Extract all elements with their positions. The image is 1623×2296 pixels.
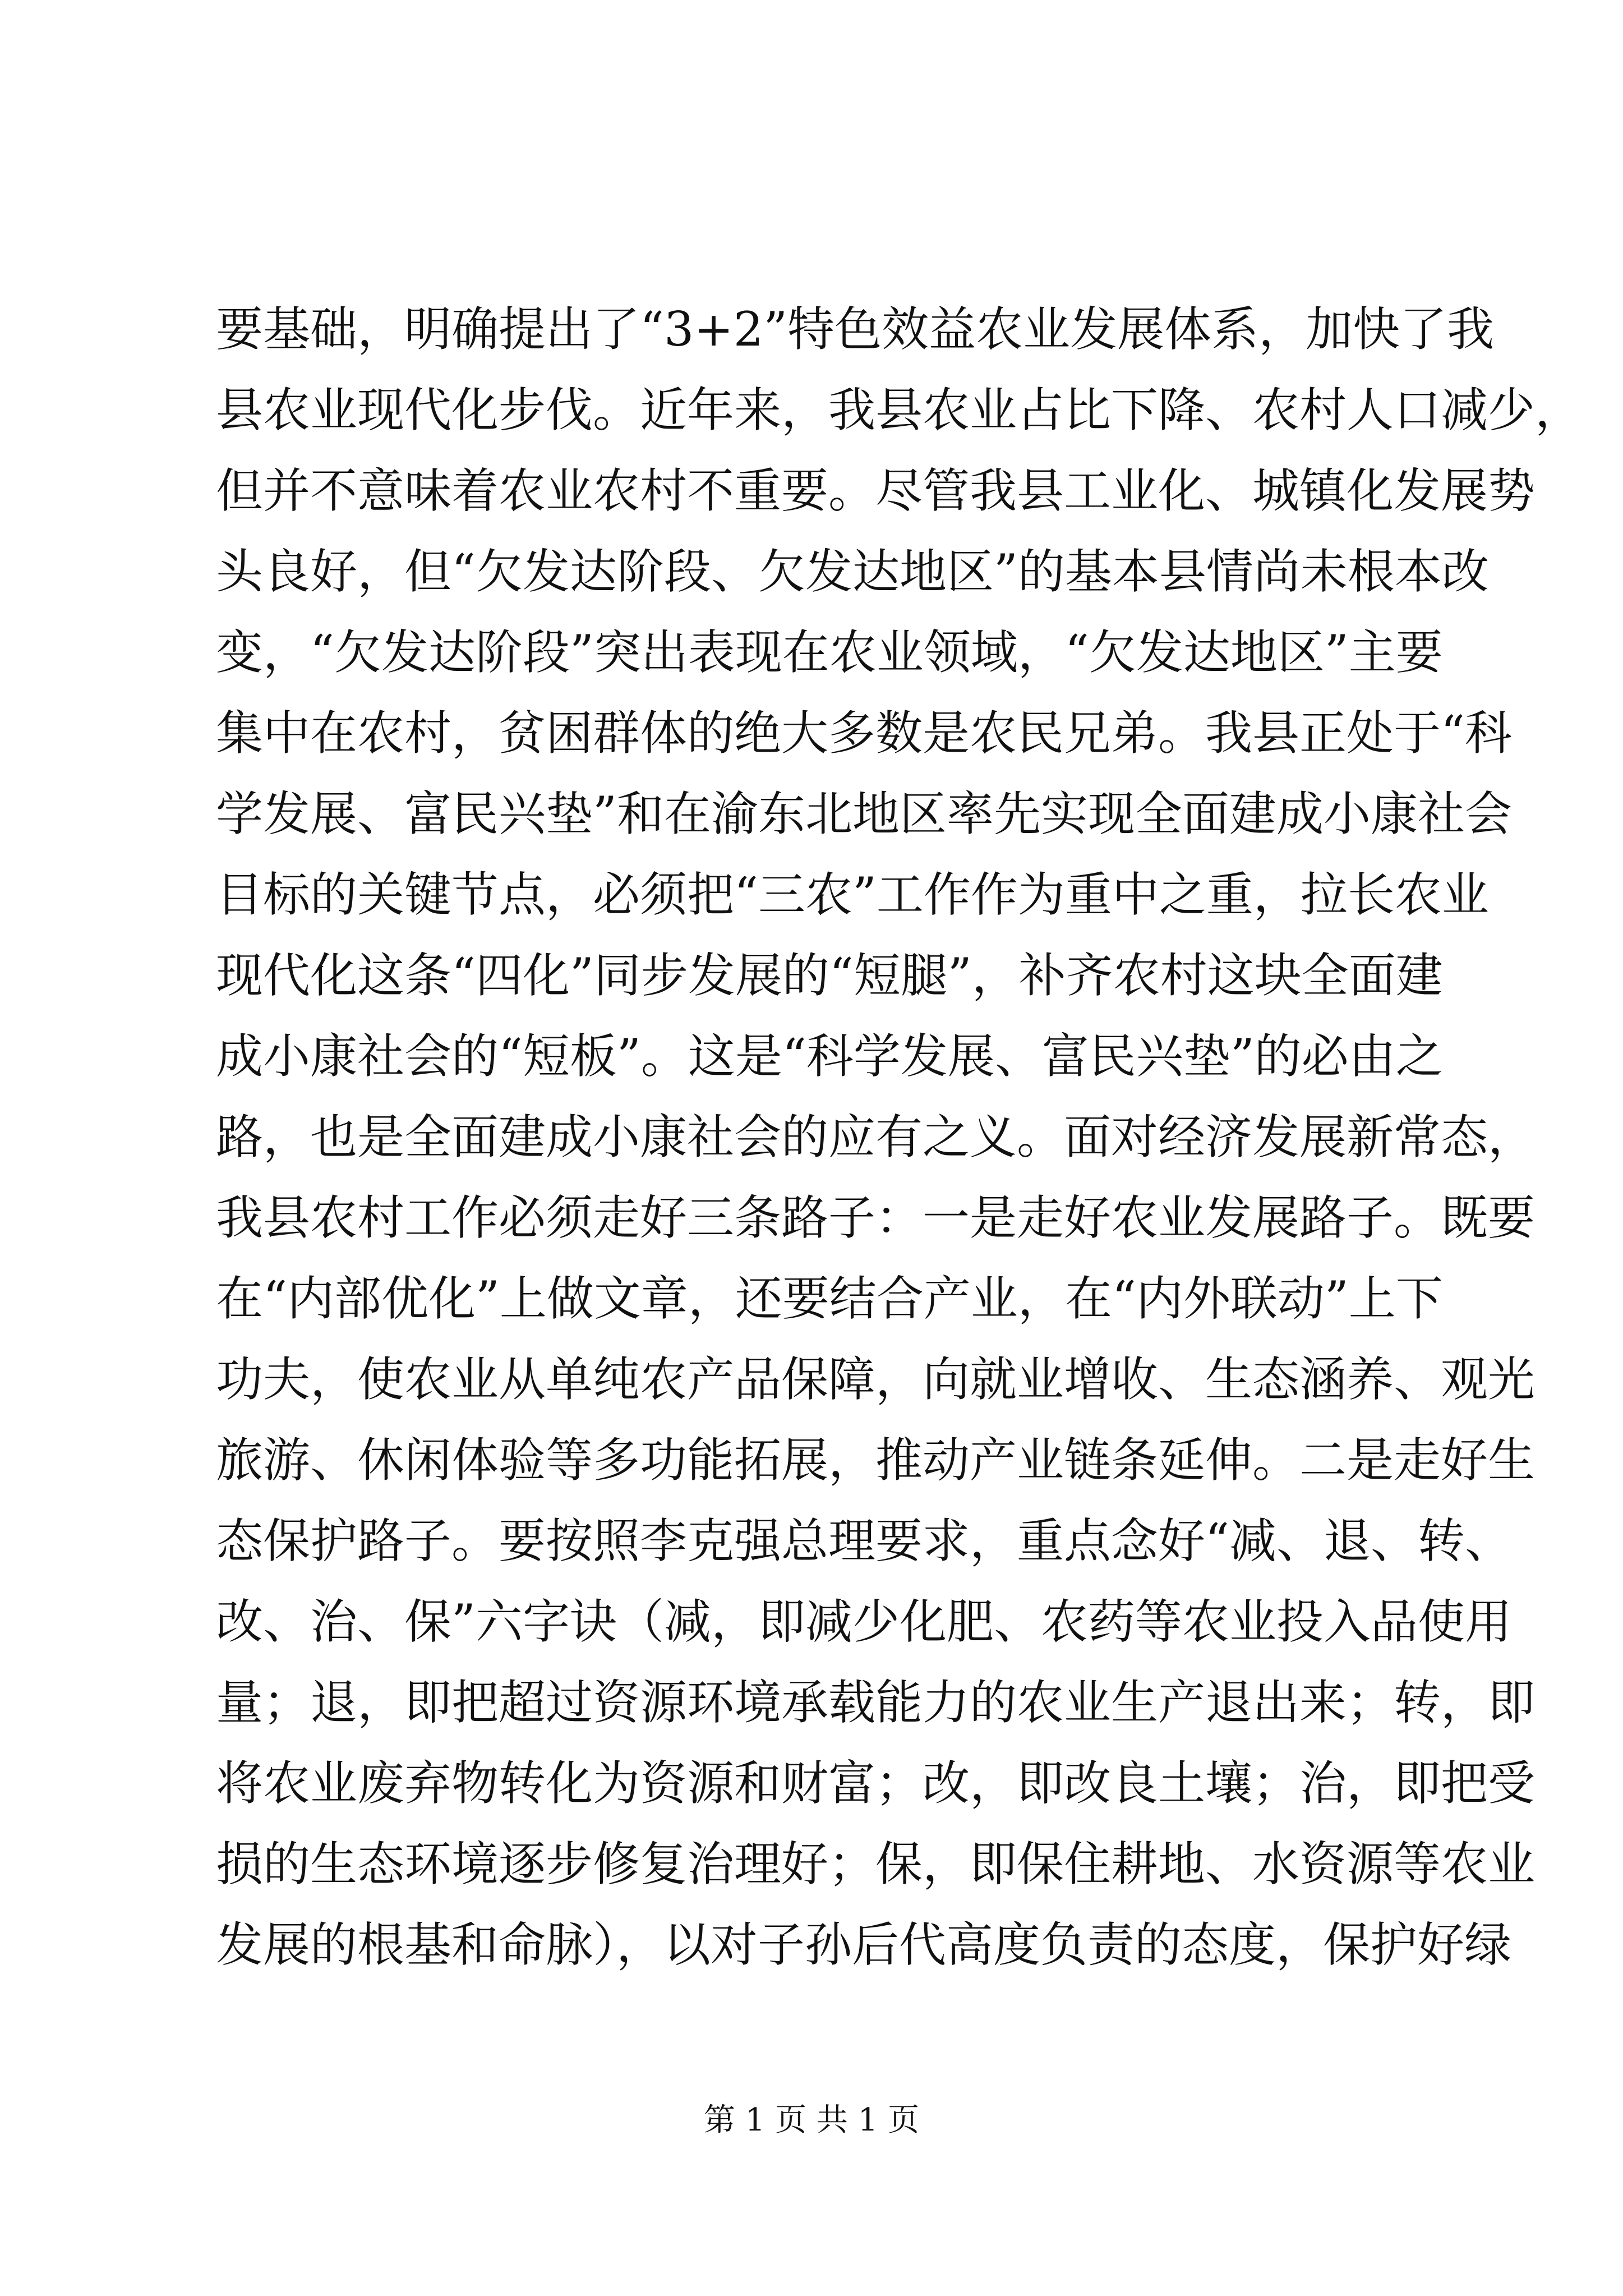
text-line: 改、治、保”六字诀（减，即减少化肥、农药等农业投入品使用 <box>216 1594 1512 1649</box>
text-line: 态保护路子。要按照李克强总理要求，重点念好“减、退、转、 <box>216 1513 1512 1568</box>
page-footer: 第 1 页 共 1 页 <box>703 2102 920 2138</box>
text-line: 学发展、富民兴垫”和在渝东北地区率先实现全面建成小康社会 <box>216 786 1512 841</box>
text-line: 目标的关键节点，必须把“三农”工作作为重中之重，拉长农业 <box>216 867 1489 922</box>
text-line: 我县农村工作必须走好三条路子：一是走好农业发展路子。既要 <box>216 1190 1536 1245</box>
text-line: 但并不意味着农业农村不重要。尽管我县工业化、城镇化发展势 <box>216 463 1536 518</box>
text-line: 损的生态环境逐步修复治理好；保，即保住耕地、水资源等农业 <box>216 1837 1536 1892</box>
text-line: 在“内部优化”上做文章，还要结合产业，在“内外联动”上下 <box>216 1271 1443 1326</box>
text-line: 路，也是全面建成小康社会的应有之义。面对经济发展新常态， <box>216 1110 1536 1165</box>
text-line: 量；退，即把超过资源环境承载能力的农业生产退出来；转，即 <box>216 1675 1536 1730</box>
body-text <box>216 289 1583 1985</box>
text-line: 县农业现代化步伐。近年来，我县农业占比下降、农村人口减少， <box>216 383 1583 438</box>
text-line: 将农业废弃物转化为资源和财富；改，即改良土壤；治，即把受 <box>216 1756 1536 1811</box>
text-line: 头良好，但“欠发达阶段、欠发达地区”的基本县情尚未根本改 <box>216 544 1489 599</box>
text-line: 功夫，使农业从单纯农产品保障，向就业增收、生态涵养、观光 <box>216 1352 1536 1407</box>
text-line: 旅游、休闲体验等多功能拓展，推动产业链条延伸。二是走好生 <box>216 1433 1536 1488</box>
text-line: 成小康社会的“短板”。这是“科学发展、富民兴垫”的必由之 <box>216 1029 1443 1084</box>
text-line: 现代化这条“四化”同步发展的“短腿”，补齐农村这块全面建 <box>216 948 1443 1003</box>
text-line: 变，“欠发达阶段”突出表现在农业领域，“欠发达地区”主要 <box>216 625 1443 680</box>
text-line: 要基础，明确提出了“3+2”特色效益农业发展体系，加快了我 <box>216 302 1495 357</box>
text-line: 发展的根基和命脉），以对子孙后代高度负责的态度，保护好绿 <box>216 1917 1512 1972</box>
text-line: 集中在农村，贫困群体的绝大多数是农民兄弟。我县正处于“科 <box>216 706 1512 761</box>
